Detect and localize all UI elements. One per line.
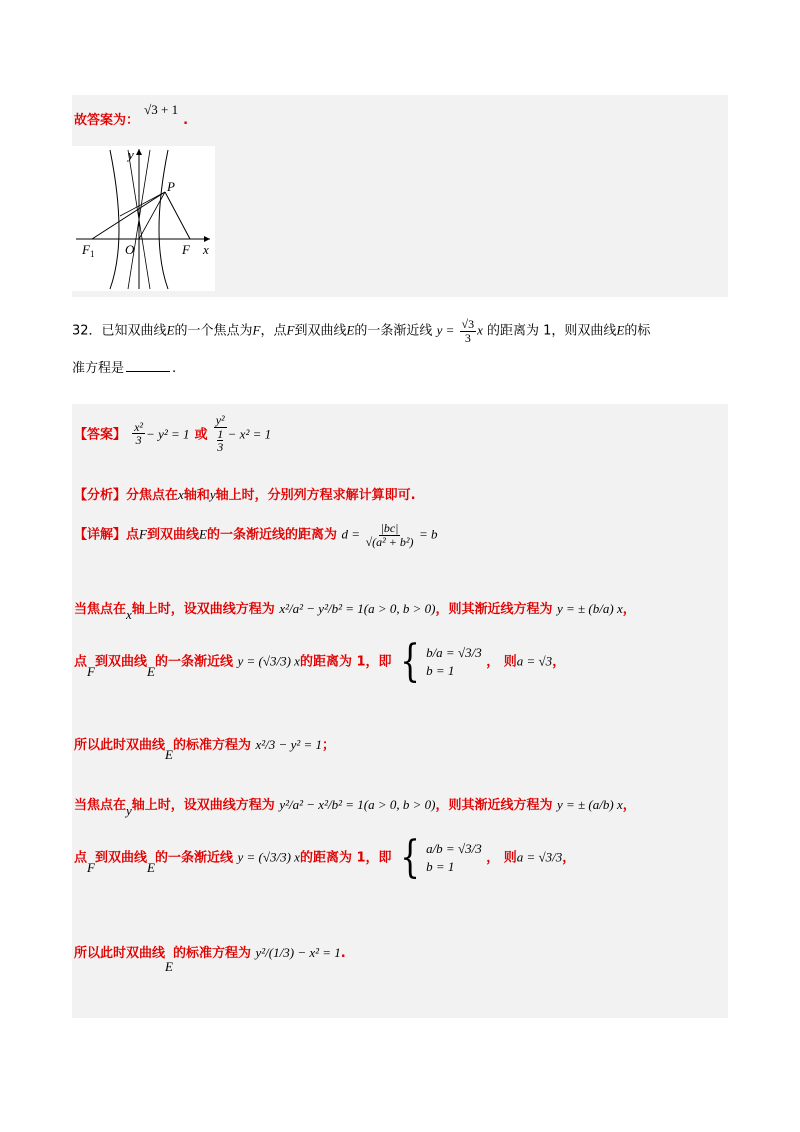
answer-prefix: 故答案为： (74, 113, 140, 128)
detail-tag: 【详解】 (74, 527, 127, 543)
q-text: 的一条渐近线 (354, 323, 433, 339)
question-32-line1 (72, 318, 650, 344)
var-f: F (286, 322, 295, 338)
question-32-line2 (72, 357, 176, 376)
var-f: F (139, 526, 147, 542)
system-of-equations: { b/a = √3/3 b = 1 (400, 636, 482, 687)
frac-num: √3 (461, 317, 475, 331)
dist-rhs: = b (418, 526, 438, 542)
y-axis-arrow (136, 149, 142, 155)
answer1-fraction (132, 421, 145, 447)
detail-text: 点 (126, 527, 140, 543)
case2-point-line (74, 832, 576, 883)
label-y: y (128, 147, 134, 162)
case-text: 的一条渐近线 (154, 654, 233, 670)
dist-fraction (366, 522, 414, 548)
case1-point-line (74, 636, 566, 687)
pf-segment (165, 192, 190, 239)
or-word: 或 (194, 427, 208, 443)
case-text: 的距离为 1，即 (299, 850, 392, 866)
case2-equation: y²/a² − x²/b² = 1(a > 0, b > 0) (279, 797, 436, 812)
frac-mid: 1 (217, 426, 224, 441)
q-text: 准方程是 (72, 361, 125, 376)
case1-asymptote: y = ± (b/a) x (557, 601, 623, 616)
var-e: E (166, 322, 175, 338)
analysis-line (74, 484, 416, 503)
solution-box (72, 404, 728, 1018)
label-f1: F (82, 242, 90, 257)
case2-asymptote: y = ± (a/b) x (557, 797, 623, 812)
analysis-text: 分焦点在 (126, 488, 179, 503)
result-a: a = √3 (516, 653, 553, 669)
q-text: 的距离为 1，则双曲线 (487, 323, 617, 339)
q-text: 已知双曲线 (101, 323, 167, 339)
asymptote-fraction (460, 318, 477, 344)
case1-equation: x²/a² − y²/b² = 1(a > 0, b > 0) (279, 601, 436, 616)
answer-box-previous (72, 95, 728, 297)
system-row: b = 1 (426, 663, 455, 678)
case-text: 点 (74, 654, 88, 670)
label-o: O (125, 242, 135, 257)
frac-num: |bc| (380, 521, 399, 535)
case2-conclusion (74, 942, 346, 974)
punct: ， (622, 798, 636, 813)
punct: . (340, 946, 346, 961)
case-text: ，则其渐近线方程为 (435, 798, 553, 813)
label-p: P (167, 179, 175, 194)
right-branch (159, 150, 168, 289)
analysis-text: 轴上时，分别列方程求解计算即可. (215, 488, 416, 503)
standard-equation: x²/3 − y² = 1 (255, 737, 323, 752)
var-f: F (252, 322, 261, 338)
punct: ， (622, 602, 636, 617)
var-e: E (165, 959, 173, 974)
answer2-fraction (214, 414, 227, 454)
pf1-segment (92, 192, 165, 239)
var-e: E (199, 526, 207, 542)
frac-num: y² (215, 413, 225, 427)
case2-line (74, 794, 636, 818)
case-text: 轴上时，设双曲线方程为 (131, 798, 275, 813)
label-f: F (182, 242, 190, 257)
var-f: F (87, 859, 95, 875)
var-x: x (126, 607, 132, 622)
case-text: 到双曲线 (94, 654, 147, 670)
q-text: . (172, 361, 177, 376)
system-row: b/a = √3/3 (426, 645, 482, 660)
answer-tag: 【答案】 (74, 427, 127, 443)
frac-den: √(a² + b²) (365, 534, 414, 549)
case-text: ，则其渐近线方程为 (435, 602, 553, 617)
q-text: 的标 (624, 323, 651, 339)
detail-line (74, 522, 438, 548)
case-text: 的标准方程为 (172, 946, 251, 961)
var-y: y (209, 487, 216, 502)
frac-den: 3 (135, 433, 142, 448)
case-text: 到双曲线 (94, 850, 147, 866)
case-text: 所以此时双曲线 (74, 738, 166, 753)
case-text: ， 则 (486, 654, 517, 670)
case-text: 的一条渐近线 (154, 850, 233, 866)
asymptote-x: x (477, 322, 483, 338)
answer-value: √3 + 1 (144, 102, 179, 117)
var-e: E (146, 859, 155, 875)
punct: ， (562, 850, 576, 866)
hyperbola-diagram (72, 146, 215, 291)
asymptote-eq: y = (√3/3) x (237, 849, 300, 865)
frac-num: x² (134, 419, 144, 434)
answer2-rest: − x² = 1 (227, 426, 272, 442)
result-a: a = √3/3 (516, 849, 563, 865)
previous-answer-line (74, 102, 189, 128)
case-text: 的距离为 1，即 (299, 654, 392, 670)
system-row: b = 1 (426, 859, 455, 874)
case-text: 当焦点在 (74, 602, 127, 617)
dist-lhs: d = (341, 526, 361, 542)
detail-text: 到双曲线 (146, 527, 199, 543)
question-number: 32． (72, 323, 102, 339)
answer-period: . (183, 113, 189, 128)
case-text: 轴上时，设双曲线方程为 (131, 602, 275, 617)
var-x: x (178, 487, 184, 502)
case-text: 点 (74, 850, 88, 866)
label-x: x (203, 242, 209, 257)
q-text: 的一个焦点为 (174, 323, 253, 339)
asymptote-eq: y = (√3/3) x (237, 653, 300, 669)
var-y: y (126, 803, 132, 818)
case-text: 当焦点在 (74, 798, 127, 813)
system-of-equations: { a/b = √3/3 b = 1 (400, 832, 482, 883)
var-e: E (346, 322, 355, 338)
punct: ； (322, 738, 336, 753)
case-text: 所以此时双曲线 (74, 946, 166, 961)
answer-blank (126, 371, 170, 372)
analysis-text: 轴和 (183, 488, 210, 503)
case-text: ， 则 (486, 850, 517, 866)
case-text: 的标准方程为 (172, 738, 251, 753)
standard-equation: y²/(1/3) − x² = 1 (255, 945, 341, 960)
var-e: E (616, 322, 625, 338)
asymptote-lhs: y = (436, 322, 455, 338)
q-text: 到双曲线 (294, 323, 347, 339)
var-e: E (165, 747, 173, 762)
answer-line (74, 414, 271, 454)
var-f: F (87, 663, 95, 679)
label-f1-subscript: 1 (90, 249, 95, 259)
case1-line (74, 598, 636, 622)
case1-conclusion (74, 734, 336, 762)
punct: ， (552, 654, 566, 670)
answer1-rest: − y² = 1 (146, 426, 190, 442)
system-row: a/b = √3/3 (426, 841, 482, 856)
frac-den: 3 (217, 440, 224, 455)
hyperbola-figure (72, 146, 215, 291)
var-e: E (146, 663, 155, 679)
detail-text: 的一条渐近线的距离为 (206, 527, 337, 543)
q-text: ，点 (260, 323, 287, 339)
left-branch (110, 150, 119, 289)
analysis-tag: 【分析】 (74, 488, 127, 503)
frac-den: 3 (464, 330, 471, 345)
